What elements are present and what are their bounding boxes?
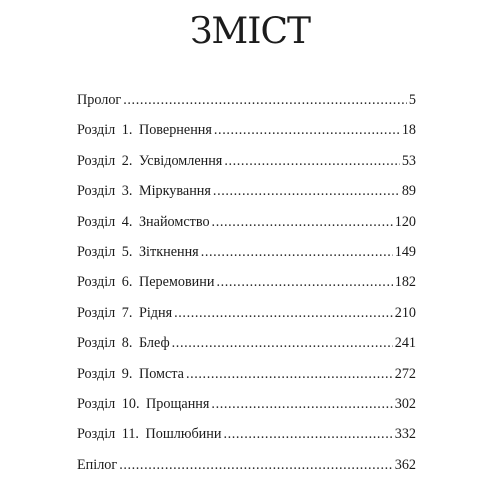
toc-entry — [77, 455, 416, 485]
toc-entry-title: Розділ 5. Зіткнення — [77, 243, 199, 260]
toc-entry — [77, 242, 416, 272]
dot-leader — [119, 455, 393, 475]
toc-entry-title: Розділ 2. Усвідомлення — [77, 152, 223, 169]
toc-entry — [77, 272, 416, 302]
toc-entry — [77, 303, 416, 333]
toc-entry — [77, 120, 416, 150]
dot-leader — [214, 120, 400, 140]
toc-entry-title: Епілог — [77, 456, 118, 473]
toc-entry — [77, 424, 416, 454]
toc-entry-page-number: 182 — [394, 274, 416, 291]
dot-leader — [186, 364, 393, 384]
toc-entry — [77, 364, 416, 394]
toc-entry-title: Пролог — [77, 92, 122, 108]
toc-entry-page-number: 5 — [408, 92, 416, 108]
dot-leader — [216, 272, 392, 292]
dot-leader — [211, 394, 392, 414]
dot-leader — [174, 303, 393, 323]
toc-entry-page-number: 362 — [394, 456, 416, 473]
toc-entry-page-number: 53 — [401, 152, 416, 169]
toc-entry-title: Розділ 11. Пошлюбини — [77, 426, 222, 443]
dot-leader — [213, 181, 400, 201]
toc-entry-page-number: 241 — [394, 335, 416, 352]
toc-entry — [77, 181, 416, 211]
toc-entry-title: Розділ 8. Блеф — [77, 335, 170, 352]
toc-entry-page-number: 210 — [394, 304, 416, 321]
dot-leader — [223, 424, 392, 444]
dot-leader — [123, 90, 407, 110]
toc-entry-page-number: 120 — [394, 213, 416, 230]
toc-entry — [77, 394, 416, 424]
toc-entry — [77, 90, 416, 120]
toc-entry-page-number: 89 — [401, 183, 416, 200]
table-of-contents — [77, 90, 416, 485]
toc-entry-page-number: 272 — [394, 365, 416, 382]
dot-leader — [172, 333, 393, 353]
toc-entry-page-number: 332 — [394, 426, 416, 443]
toc-entry-title: Розділ 9. Помста — [77, 365, 184, 382]
toc-entry-title: Розділ 7. Рідня — [77, 304, 173, 321]
toc-entry-page-number: 302 — [394, 395, 416, 412]
toc-entry-title: Розділ 1. Повернення — [77, 122, 212, 139]
toc-entry — [77, 212, 416, 242]
toc-entry-page-number: 149 — [394, 243, 416, 260]
toc-entry-title: Розділ 6. Перемовини — [77, 274, 215, 291]
toc-entry-title: Розділ 4. Знайомство — [77, 213, 210, 230]
page-title: ЗМІСТ — [189, 11, 311, 52]
toc-entry-title: Розділ 3. Міркування — [77, 183, 211, 200]
toc-entry — [77, 151, 416, 181]
dot-leader — [201, 242, 393, 262]
toc-entry — [77, 333, 416, 363]
toc-entry-title: Розділ 10. Прощання — [77, 395, 210, 412]
toc-entry-page-number: 18 — [401, 122, 416, 139]
dot-leader — [224, 151, 399, 171]
dot-leader — [212, 212, 393, 232]
